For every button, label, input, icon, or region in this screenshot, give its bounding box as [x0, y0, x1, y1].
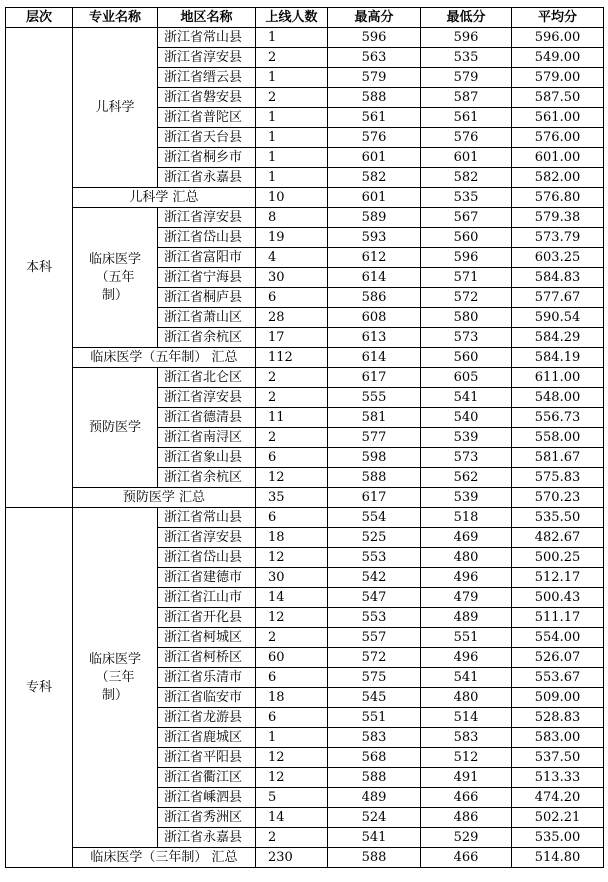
- summary-max: 588: [328, 848, 421, 868]
- max-cell: 617: [328, 368, 421, 388]
- summary-row: [6, 188, 604, 208]
- level-cell: 专科: [6, 508, 73, 868]
- min-cell: 479: [421, 588, 512, 608]
- table-row: [6, 508, 604, 528]
- region-cell: 浙江省淳安县: [158, 48, 256, 68]
- region-cell: 浙江省北仑区: [158, 368, 256, 388]
- count-cell: 14: [256, 588, 328, 608]
- count-cell: 6: [256, 288, 328, 308]
- region-cell: 浙江省淳安县: [158, 528, 256, 548]
- min-cell: 596: [421, 248, 512, 268]
- count-cell: 12: [256, 548, 328, 568]
- max-cell: 588: [328, 88, 421, 108]
- major-name-line: 临床医学: [88, 251, 141, 267]
- count-cell: 18: [256, 688, 328, 708]
- region-cell: 浙江省常山县: [158, 28, 256, 48]
- score-table: [5, 7, 604, 868]
- summary-row: [6, 488, 604, 508]
- min-cell: 601: [421, 148, 512, 168]
- header-row: [6, 8, 604, 28]
- region-cell: 浙江省余杭区: [158, 468, 256, 488]
- count-cell: 6: [256, 448, 328, 468]
- summary-min: 466: [421, 848, 512, 868]
- summary-avg: 570.23: [512, 488, 604, 508]
- summary-max: 617: [328, 488, 421, 508]
- region-cell: 浙江省平阳县: [158, 748, 256, 768]
- max-cell: 557: [328, 628, 421, 648]
- count-cell: 14: [256, 808, 328, 828]
- min-cell: 512: [421, 748, 512, 768]
- min-cell: 561: [421, 108, 512, 128]
- min-cell: 576: [421, 128, 512, 148]
- header-min: 最低分: [421, 8, 512, 28]
- count-cell: 1: [256, 168, 328, 188]
- avg-cell: 611.00: [512, 368, 604, 388]
- avg-cell: 579.38: [512, 208, 604, 228]
- max-cell: 553: [328, 608, 421, 628]
- major-name-line: 儿科学: [95, 99, 135, 115]
- max-cell: 608: [328, 308, 421, 328]
- min-cell: 560: [421, 228, 512, 248]
- avg-cell: 601.00: [512, 148, 604, 168]
- count-cell: 4: [256, 248, 328, 268]
- region-cell: 浙江省永嘉县: [158, 168, 256, 188]
- summary-avg: 576.80: [512, 188, 604, 208]
- min-cell: 587: [421, 88, 512, 108]
- header-max: 最高分: [328, 8, 421, 28]
- region-cell: 浙江省余杭区: [158, 328, 256, 348]
- count-cell: 6: [256, 508, 328, 528]
- count-cell: 1: [256, 68, 328, 88]
- max-cell: 601: [328, 148, 421, 168]
- min-cell: 573: [421, 448, 512, 468]
- avg-cell: 587.50: [512, 88, 604, 108]
- region-cell: 浙江省南浔区: [158, 428, 256, 448]
- max-cell: 596: [328, 28, 421, 48]
- avg-cell: 584.29: [512, 328, 604, 348]
- min-cell: 596: [421, 28, 512, 48]
- max-cell: 612: [328, 248, 421, 268]
- count-cell: 19: [256, 228, 328, 248]
- avg-cell: 528.83: [512, 708, 604, 728]
- max-cell: 563: [328, 48, 421, 68]
- region-cell: 浙江省普陀区: [158, 108, 256, 128]
- avg-cell: 511.17: [512, 608, 604, 628]
- max-cell: 589: [328, 208, 421, 228]
- avg-cell: 556.73: [512, 408, 604, 428]
- region-cell: 浙江省临安市: [158, 688, 256, 708]
- min-cell: 496: [421, 648, 512, 668]
- min-cell: 580: [421, 308, 512, 328]
- count-cell: 1: [256, 728, 328, 748]
- region-cell: 浙江省建德市: [158, 568, 256, 588]
- min-cell: 579: [421, 68, 512, 88]
- min-cell: 466: [421, 788, 512, 808]
- avg-cell: 558.00: [512, 428, 604, 448]
- avg-cell: 474.20: [512, 788, 604, 808]
- max-cell: 588: [328, 468, 421, 488]
- header-region: 地区名称: [158, 8, 256, 28]
- summary-count: 112: [256, 348, 328, 368]
- region-cell: 浙江省江山市: [158, 588, 256, 608]
- max-cell: 545: [328, 688, 421, 708]
- count-cell: 2: [256, 628, 328, 648]
- major-name-line: （五年: [95, 269, 135, 285]
- min-cell: 480: [421, 688, 512, 708]
- max-cell: 547: [328, 588, 421, 608]
- avg-cell: 500.25: [512, 548, 604, 568]
- avg-cell: 579.00: [512, 68, 604, 88]
- avg-cell: 590.54: [512, 308, 604, 328]
- region-cell: 浙江省宁海县: [158, 268, 256, 288]
- count-cell: 18: [256, 528, 328, 548]
- region-cell: 浙江省嵊泗县: [158, 788, 256, 808]
- count-cell: 12: [256, 768, 328, 788]
- max-cell: 588: [328, 768, 421, 788]
- summary-label: 临床医学（三年制） 汇总: [73, 848, 256, 868]
- count-cell: 30: [256, 568, 328, 588]
- count-cell: 2: [256, 48, 328, 68]
- region-cell: 浙江省磐安县: [158, 88, 256, 108]
- avg-cell: 500.43: [512, 588, 604, 608]
- table-row: [6, 368, 604, 388]
- max-cell: 614: [328, 268, 421, 288]
- count-cell: 8: [256, 208, 328, 228]
- max-cell: 577: [328, 428, 421, 448]
- summary-min: 539: [421, 488, 512, 508]
- summary-row: [6, 848, 604, 868]
- region-cell: 浙江省岱山县: [158, 228, 256, 248]
- summary-count: 10: [256, 188, 328, 208]
- min-cell: 541: [421, 388, 512, 408]
- region-cell: 浙江省缙云县: [158, 68, 256, 88]
- min-cell: 496: [421, 568, 512, 588]
- min-cell: 514: [421, 708, 512, 728]
- max-cell: 525: [328, 528, 421, 548]
- region-cell: 浙江省开化县: [158, 608, 256, 628]
- min-cell: 540: [421, 408, 512, 428]
- count-cell: 11: [256, 408, 328, 428]
- count-cell: 1: [256, 28, 328, 48]
- header-major: 专业名称: [73, 8, 158, 28]
- max-cell: 586: [328, 288, 421, 308]
- avg-cell: 596.00: [512, 28, 604, 48]
- major-cell: [73, 508, 158, 848]
- max-cell: 583: [328, 728, 421, 748]
- count-cell: 6: [256, 668, 328, 688]
- summary-count: 230: [256, 848, 328, 868]
- min-cell: 491: [421, 768, 512, 788]
- min-cell: 541: [421, 668, 512, 688]
- summary-min: 535: [421, 188, 512, 208]
- count-cell: 2: [256, 828, 328, 848]
- summary-avg: 584.19: [512, 348, 604, 368]
- region-cell: 浙江省衢江区: [158, 768, 256, 788]
- count-cell: 2: [256, 88, 328, 108]
- count-cell: 1: [256, 108, 328, 128]
- major-name-line: 制）: [101, 287, 128, 303]
- avg-cell: 576.00: [512, 128, 604, 148]
- summary-avg: 514.80: [512, 848, 604, 868]
- summary-label: 儿科学 汇总: [73, 188, 256, 208]
- major-name-line: 临床医学: [88, 651, 141, 667]
- count-cell: 2: [256, 428, 328, 448]
- region-cell: 浙江省桐庐县: [158, 288, 256, 308]
- avg-cell: 577.67: [512, 288, 604, 308]
- count-cell: 12: [256, 608, 328, 628]
- min-cell: 489: [421, 608, 512, 628]
- region-cell: 浙江省富阳市: [158, 248, 256, 268]
- summary-label: 预防医学 汇总: [73, 488, 256, 508]
- count-cell: 60: [256, 648, 328, 668]
- max-cell: 561: [328, 108, 421, 128]
- count-cell: 12: [256, 748, 328, 768]
- region-cell: 浙江省天台县: [158, 128, 256, 148]
- summary-row: [6, 348, 604, 368]
- count-cell: 6: [256, 708, 328, 728]
- header-avg: 平均分: [512, 8, 604, 28]
- avg-cell: 513.33: [512, 768, 604, 788]
- avg-cell: 603.25: [512, 248, 604, 268]
- header-count: 上线人数: [256, 8, 328, 28]
- avg-cell: 537.50: [512, 748, 604, 768]
- min-cell: 518: [421, 508, 512, 528]
- min-cell: 562: [421, 468, 512, 488]
- region-cell: 浙江省淳安县: [158, 208, 256, 228]
- avg-cell: 509.00: [512, 688, 604, 708]
- avg-cell: 573.79: [512, 228, 604, 248]
- region-cell: 浙江省萧山区: [158, 308, 256, 328]
- region-cell: 浙江省常山县: [158, 508, 256, 528]
- region-cell: 浙江省龙游县: [158, 708, 256, 728]
- avg-cell: 583.00: [512, 728, 604, 748]
- region-cell: 浙江省岱山县: [158, 548, 256, 568]
- region-cell: 浙江省鹿城区: [158, 728, 256, 748]
- min-cell: 480: [421, 548, 512, 568]
- region-cell: 浙江省永嘉县: [158, 828, 256, 848]
- summary-min: 560: [421, 348, 512, 368]
- summary-max: 614: [328, 348, 421, 368]
- level-cell: 本科: [6, 28, 73, 508]
- avg-cell: 512.17: [512, 568, 604, 588]
- min-cell: 583: [421, 728, 512, 748]
- major-name-line: 预防医学: [88, 419, 141, 435]
- min-cell: 529: [421, 828, 512, 848]
- region-cell: 浙江省桐乡市: [158, 148, 256, 168]
- max-cell: 524: [328, 808, 421, 828]
- min-cell: 582: [421, 168, 512, 188]
- header-level: 层次: [6, 8, 73, 28]
- avg-cell: 482.67: [512, 528, 604, 548]
- summary-max: 601: [328, 188, 421, 208]
- min-cell: 535: [421, 48, 512, 68]
- avg-cell: 535.00: [512, 828, 604, 848]
- count-cell: 2: [256, 388, 328, 408]
- min-cell: 605: [421, 368, 512, 388]
- count-cell: 5: [256, 788, 328, 808]
- avg-cell: 548.00: [512, 388, 604, 408]
- max-cell: 568: [328, 748, 421, 768]
- max-cell: 551: [328, 708, 421, 728]
- avg-cell: 549.00: [512, 48, 604, 68]
- max-cell: 579: [328, 68, 421, 88]
- region-cell: 浙江省德清县: [158, 408, 256, 428]
- region-cell: 浙江省柯桥区: [158, 648, 256, 668]
- avg-cell: 553.67: [512, 668, 604, 688]
- count-cell: 28: [256, 308, 328, 328]
- max-cell: 553: [328, 548, 421, 568]
- major-cell: [73, 368, 158, 488]
- major-name-line: （三年: [95, 669, 135, 685]
- table-row: [6, 208, 604, 228]
- max-cell: 593: [328, 228, 421, 248]
- min-cell: 486: [421, 808, 512, 828]
- count-cell: 2: [256, 368, 328, 388]
- min-cell: 539: [421, 428, 512, 448]
- max-cell: 575: [328, 668, 421, 688]
- max-cell: 555: [328, 388, 421, 408]
- avg-cell: 561.00: [512, 108, 604, 128]
- summary-count: 35: [256, 488, 328, 508]
- min-cell: 551: [421, 628, 512, 648]
- max-cell: 489: [328, 788, 421, 808]
- count-cell: 1: [256, 148, 328, 168]
- major-cell: [73, 208, 158, 348]
- avg-cell: 535.50: [512, 508, 604, 528]
- avg-cell: 526.07: [512, 648, 604, 668]
- min-cell: 571: [421, 268, 512, 288]
- count-cell: 30: [256, 268, 328, 288]
- count-cell: 17: [256, 328, 328, 348]
- min-cell: 572: [421, 288, 512, 308]
- max-cell: 598: [328, 448, 421, 468]
- count-cell: 12: [256, 468, 328, 488]
- region-cell: 浙江省象山县: [158, 448, 256, 468]
- summary-label: 临床医学（五年制） 汇总: [73, 348, 256, 368]
- major-cell: [73, 28, 158, 188]
- min-cell: 567: [421, 208, 512, 228]
- avg-cell: 554.00: [512, 628, 604, 648]
- avg-cell: 575.83: [512, 468, 604, 488]
- max-cell: 576: [328, 128, 421, 148]
- region-cell: 浙江省柯城区: [158, 628, 256, 648]
- region-cell: 浙江省乐清市: [158, 668, 256, 688]
- count-cell: 1: [256, 128, 328, 148]
- table-body: [6, 28, 604, 868]
- max-cell: 581: [328, 408, 421, 428]
- table-row: [6, 28, 604, 48]
- major-name-line: 制）: [101, 687, 128, 703]
- max-cell: 613: [328, 328, 421, 348]
- max-cell: 572: [328, 648, 421, 668]
- avg-cell: 584.83: [512, 268, 604, 288]
- region-cell: 浙江省秀洲区: [158, 808, 256, 828]
- min-cell: 469: [421, 528, 512, 548]
- max-cell: 582: [328, 168, 421, 188]
- max-cell: 542: [328, 568, 421, 588]
- max-cell: 554: [328, 508, 421, 528]
- region-cell: 浙江省淳安县: [158, 388, 256, 408]
- min-cell: 573: [421, 328, 512, 348]
- avg-cell: 582.00: [512, 168, 604, 188]
- max-cell: 541: [328, 828, 421, 848]
- avg-cell: 581.67: [512, 448, 604, 468]
- avg-cell: 502.21: [512, 808, 604, 828]
